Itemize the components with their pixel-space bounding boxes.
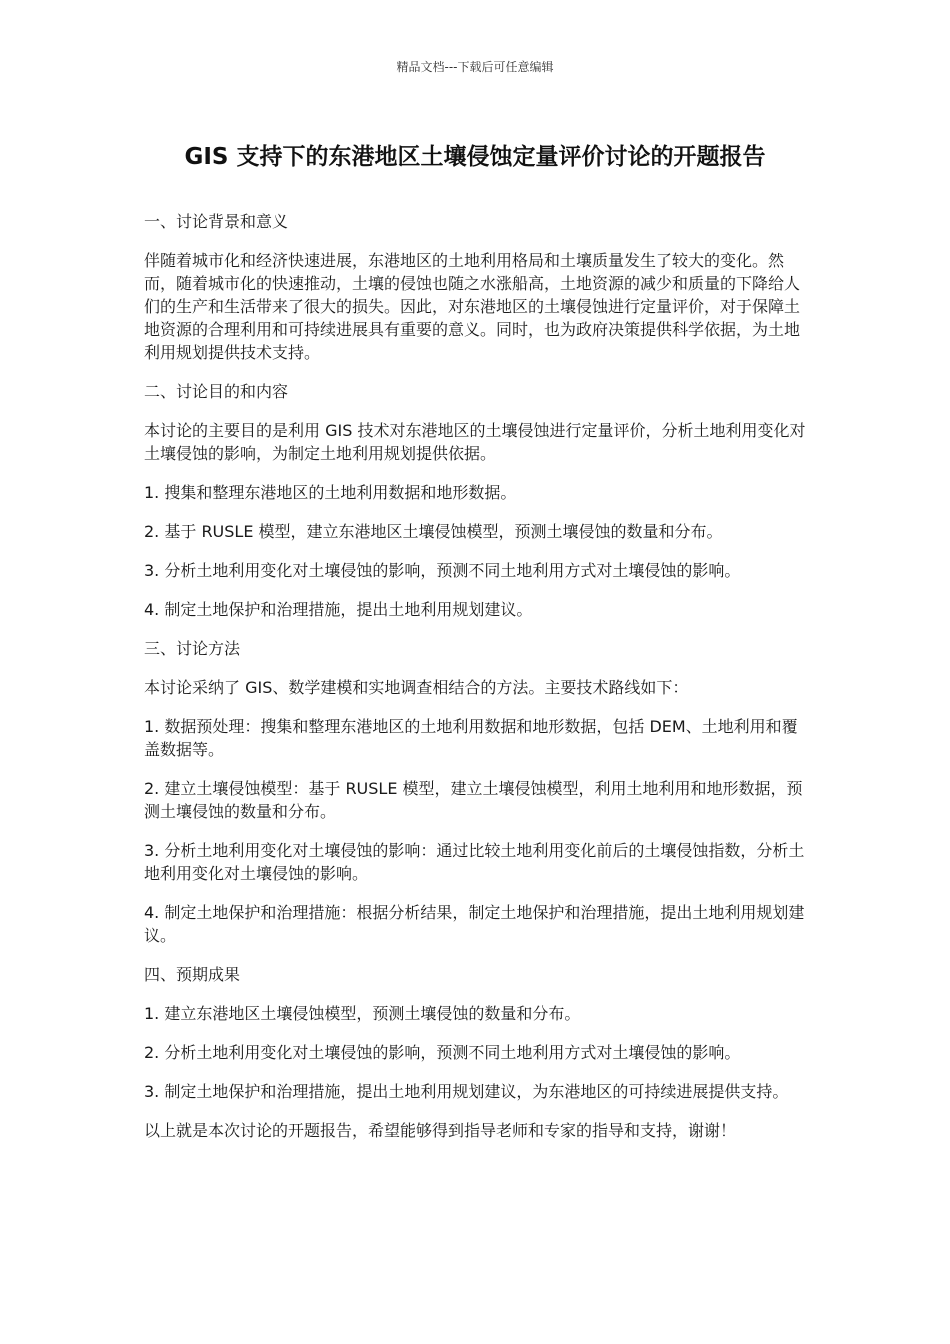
section-heading-methods: 三、讨论方法: [144, 639, 241, 658]
list-item-content-3: 3. 分析土地利用变化对土壤侵蚀的影响，预测不同土地利用方式对土壤侵蚀的影响。: [144, 561, 741, 580]
paragraph-background: 伴随着城市化和经济快速进展，东港地区的土地利用格局和土壤质量发生了较大的变化。然而，随着城市化的快速推动，土壤的侵蚀也随之水涨船高，土地资源的减少和质量的下降给人们的生产和生活带来了很大的损失。因此，对东港地区的土壤侵蚀进行定量评价，对于保障土地资源的合理利用和可持续进展具有重要的意义。同时，也为政府决策提供科学依据，为土地利用规划提供技术支持。: [144, 251, 801, 362]
list-item-method-4: 4. 制定土地保护和治理措施：根据分析结果，制定土地保护和治理措施，提出土地利用规划建议。: [144, 903, 805, 945]
document-body: [144, 210, 808, 1158]
section-heading-objectives: 二、讨论目的和内容: [144, 382, 289, 401]
list-item-content-4: 4. 制定土地保护和治理措施，提出土地利用规划建议。: [144, 600, 533, 619]
list-item-outcome-1: 1. 建立东港地区土壤侵蚀模型，预测土壤侵蚀的数量和分布。: [144, 1004, 581, 1023]
list-item-outcome-3: 3. 制定土地保护和治理措施，提出土地利用规划建议，为东港地区的可持续进展提供支持。: [144, 1082, 789, 1101]
paragraph-methods: 本讨论采纳了 GIS、数学建模和实地调查相结合的方法。主要技术路线如下：: [144, 678, 689, 697]
document-title: GIS 支持下的东港地区土壤侵蚀定量评价讨论的开题报告: [184, 144, 766, 170]
list-item-method-1: 1. 数据预处理：搜集和整理东港地区的土地利用数据和地形数据，包括 DEM、土地利用和覆盖数据等。: [144, 717, 798, 759]
closing-paragraph: 以上就是本次讨论的开题报告，希望能够得到指导老师和专家的指导和支持，谢谢！: [144, 1121, 737, 1140]
section-heading-outcomes: 四、预期成果: [144, 965, 241, 984]
list-item-outcome-2: 2. 分析土地利用变化对土壤侵蚀的影响，预测不同土地利用方式对土壤侵蚀的影响。: [144, 1043, 741, 1062]
list-item-method-2: 2. 建立土壤侵蚀模型：基于 RUSLE 模型，建立土壤侵蚀模型，利用土地利用和地形数据，预测土壤侵蚀的数量和分布。: [144, 779, 803, 821]
list-item-content-2: 2. 基于 RUSLE 模型，建立东港地区土壤侵蚀模型，预测土壤侵蚀的数量和分布。: [144, 522, 723, 541]
list-item-method-3: 3. 分析土地利用变化对土壤侵蚀的影响：通过比较土地利用变化前后的土壤侵蚀指数，分析土地利用变化对土壤侵蚀的影响。: [144, 841, 805, 883]
paragraph-objectives: 本讨论的主要目的是利用 GIS 技术对东港地区的土壤侵蚀进行定量评价，分析土地利用变化对土壤侵蚀的影响，为制定土地利用规划提供依据。: [144, 421, 806, 463]
page-header: 精品文档---下载后可任意编辑: [396, 60, 554, 74]
section-heading-background: 一、讨论背景和意义: [144, 212, 289, 231]
list-item-content-1: 1. 搜集和整理东港地区的土地利用数据和地形数据。: [144, 483, 517, 502]
